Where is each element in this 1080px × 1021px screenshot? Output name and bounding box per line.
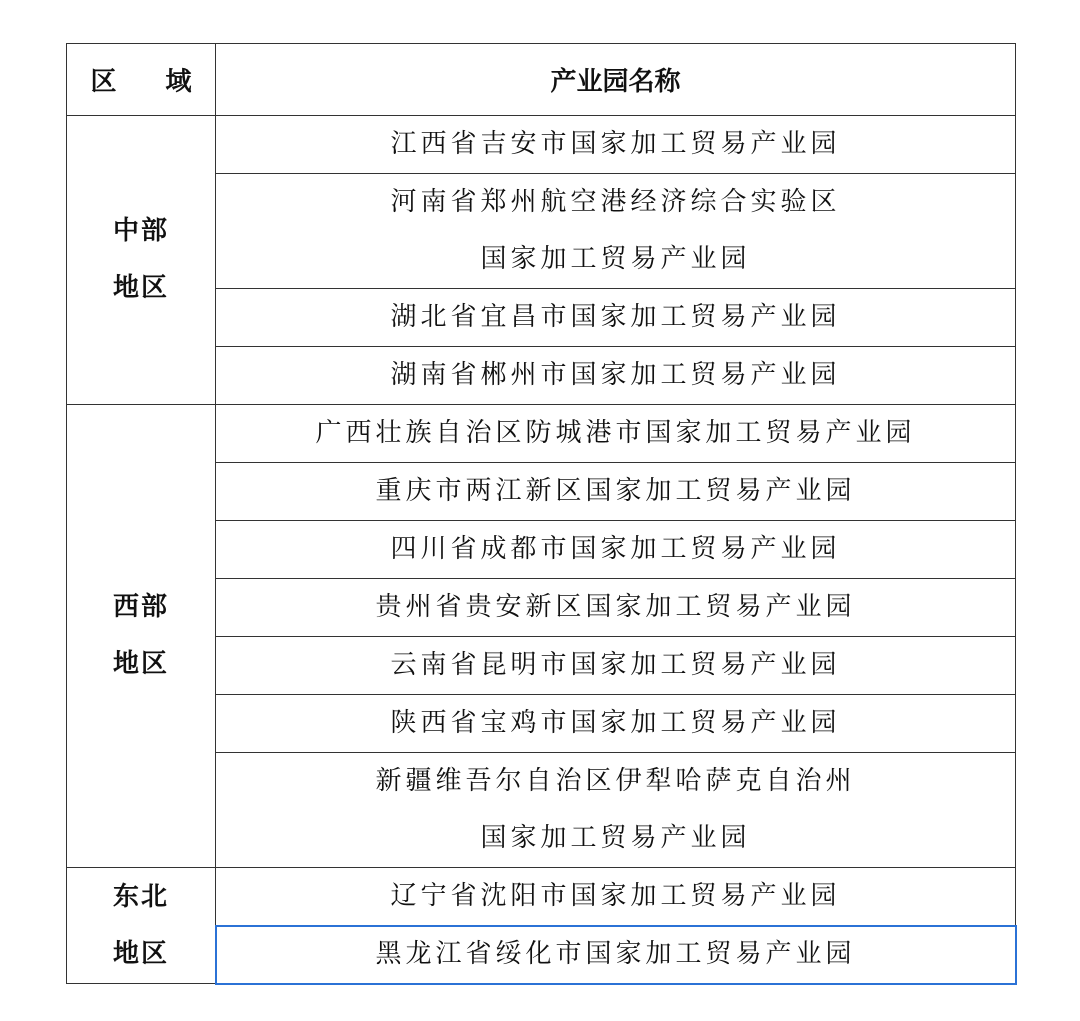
region-column-header: 区 域	[67, 44, 216, 116]
region-cell-western	[67, 405, 216, 868]
park-name: 陕西省宝鸡市国家加工贸易产业园	[390, 708, 841, 738]
park-name-cell[interactable]	[216, 579, 1016, 637]
table-row	[67, 116, 1016, 174]
park-name: 重庆市两江新区国家加工贸易产业园	[375, 476, 856, 506]
table-header-row	[67, 44, 1016, 116]
region-label: 地区	[112, 273, 169, 303]
park-name: 黑龙江省绥化市国家加工贸易产业园	[375, 939, 856, 969]
park-name-cell[interactable]	[216, 289, 1016, 347]
park-name: 国家加工贸易产业园	[480, 823, 751, 853]
park-name: 云南省昆明市国家加工贸易产业园	[390, 650, 841, 680]
park-name-cell[interactable]	[216, 637, 1016, 695]
region-label: 东北	[112, 881, 169, 912]
industrial-park-table	[66, 43, 1016, 984]
region-label: 中部	[112, 216, 169, 246]
park-name: 辽宁省沈阳市国家加工贸易产业园	[390, 881, 841, 911]
park-name-cell[interactable]	[216, 463, 1016, 521]
park-name: 湖北省宜昌市国家加工贸易产业园	[390, 302, 841, 332]
park-name: 河南省郑州航空港经济综合实验区	[390, 187, 841, 217]
park-name-cell[interactable]	[216, 347, 1016, 405]
park-name: 新疆维吾尔自治区伊犁哈萨克自治州	[375, 766, 856, 796]
park-name-cell[interactable]	[216, 405, 1016, 463]
park-name-cell[interactable]	[216, 695, 1016, 753]
park-name: 广西壮族自治区防城港市国家加工贸易产业园	[315, 418, 916, 448]
park-name-cell[interactable]	[216, 868, 1016, 926]
park-name-cell-selected[interactable]	[216, 926, 1016, 984]
park-name-cell[interactable]	[216, 753, 1016, 868]
park-name-cell[interactable]	[216, 116, 1016, 174]
region-label: 西部	[112, 592, 169, 622]
table-row	[67, 405, 1016, 463]
park-name: 湖南省郴州市国家加工贸易产业园	[390, 360, 841, 390]
park-name: 四川省成都市国家加工贸易产业园	[390, 534, 841, 564]
region-label: 地区	[112, 938, 169, 969]
region-label: 地区	[112, 649, 169, 679]
park-name: 国家加工贸易产业园	[480, 244, 751, 274]
table-row	[67, 868, 1016, 926]
park-name-cell[interactable]	[216, 174, 1016, 289]
park-name: 江西省吉安市国家加工贸易产业园	[390, 129, 841, 159]
park-name: 贵州省贵安新区国家加工贸易产业园	[375, 592, 856, 622]
region-cell-central	[67, 116, 216, 405]
park-name-cell[interactable]	[216, 521, 1016, 579]
park-name-column-header: 产业园名称	[216, 44, 1016, 116]
region-cell-northeast	[67, 868, 216, 984]
